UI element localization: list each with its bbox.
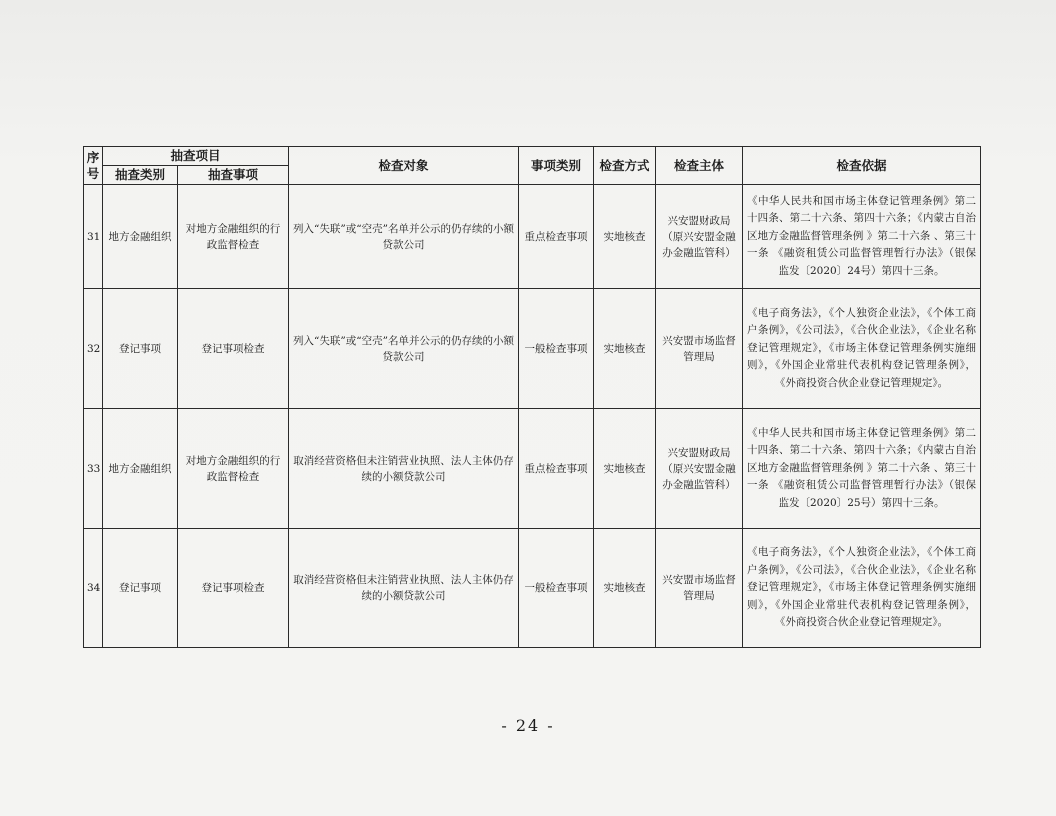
table-header: [84, 147, 981, 185]
inspection-matter: 登记事项检查: [178, 289, 289, 409]
row-number: 31: [84, 185, 103, 289]
inspection-category: 登记事项: [103, 529, 178, 648]
table-row: [84, 409, 981, 529]
inspection-matter: 对地方金融组织的行政监督检查: [178, 409, 289, 529]
inspection-subject: 兴安盟财政局（原兴安盟金融办金融监管科）: [656, 185, 743, 289]
matter-type: 一般检查事项: [519, 529, 594, 648]
matter-type: 重点检查事项: [519, 185, 594, 289]
table-row: [84, 185, 981, 289]
inspection-target: 列入“失联”或“空壳”名单并公示的仍存续的小额贷款公司: [289, 289, 519, 409]
page-number: - 24 -: [501, 716, 555, 735]
inspection-table: [83, 146, 981, 648]
inspection-matter: 对地方金融组织的行政监督检查: [178, 185, 289, 289]
inspection-matter: 登记事项检查: [178, 529, 289, 648]
inspection-target: 取消经营资格但未注销营业执照、法人主体仍存续的小额贷款公司: [289, 529, 519, 648]
inspection-basis: 《中华人民共和国市场主体登记管理条例》第二十四条、第二十六条、第四十六条；《内蒙古自治区地方金融监督管理条例 》第二十六条 、第三十一条 《融资租赁公司监督管理暂行办法》（银保监发〔2020〕24号）第四十三条。: [743, 185, 981, 289]
table-row: [84, 289, 981, 409]
inspection-target: 取消经营资格但未注销营业执照、法人主体仍存续的小额贷款公司: [289, 409, 519, 529]
inspection-category: 地方金融组织: [103, 185, 178, 289]
row-number: 34: [84, 529, 103, 648]
inspection-subject: 兴安盟市场监督管理局: [656, 289, 743, 409]
inspection-method: 实地核查: [594, 185, 656, 289]
row-number: 33: [84, 409, 103, 529]
inspection-basis: 《电子商务法》，《个人独资企业法》，《个体工商户条例》，《公司法》，《合伙企业法》，《企业名称登记管理规定》，《市场主体登记管理条例实施细则》，《外国企业常驻代表机构登记管理条例》，《外商投资合伙企业登记管理规定》。: [743, 289, 981, 409]
header-target: 检查对象: [289, 147, 519, 185]
inspection-category: 地方金融组织: [103, 409, 178, 529]
inspection-method: 实地核查: [594, 409, 656, 529]
header-inspection-item: 抽查项目: [103, 147, 289, 166]
header-matter-type: 事项类别: [519, 147, 594, 185]
inspection-target: 列入“失联”或“空壳”名单并公示的仍存续的小额贷款公司: [289, 185, 519, 289]
row-number: 32: [84, 289, 103, 409]
header-basis: 检查依据: [743, 147, 981, 185]
inspection-basis: 《中华人民共和国市场主体登记管理条例》第二十四条、第二十六条、第四十六条；《内蒙古自治区地方金融监督管理条例 》第二十六条 、第三十一条 《融资租赁公司监督管理暂行办法》（银保监发〔2020〕25号）第四十三条。: [743, 409, 981, 529]
table-row: [84, 529, 981, 648]
header-subject: 检查主体: [656, 147, 743, 185]
inspection-subject: 兴安盟市场监督管理局: [656, 529, 743, 648]
inspection-category: 登记事项: [103, 289, 178, 409]
header-seq: 序号: [84, 147, 103, 185]
inspection-method: 实地核查: [594, 529, 656, 648]
matter-type: 重点检查事项: [519, 409, 594, 529]
header-inspection-matter: 抽查事项: [178, 166, 289, 185]
inspection-method: 实地核查: [594, 289, 656, 409]
inspection-basis: 《电子商务法》，《个人独资企业法》，《个体工商户条例》，《公司法》，《合伙企业法》，《企业名称登记管理规定》，《市场主体登记管理条例实施细则》，《外国企业常驻代表机构登记管理条例》，《外商投资合伙企业登记管理规定》。: [743, 529, 981, 648]
inspection-subject: 兴安盟财政局（原兴安盟金融办金融监管科）: [656, 409, 743, 529]
header-inspection-category: 抽查类别: [103, 166, 178, 185]
header-method: 检查方式: [594, 147, 656, 185]
matter-type: 一般检查事项: [519, 289, 594, 409]
